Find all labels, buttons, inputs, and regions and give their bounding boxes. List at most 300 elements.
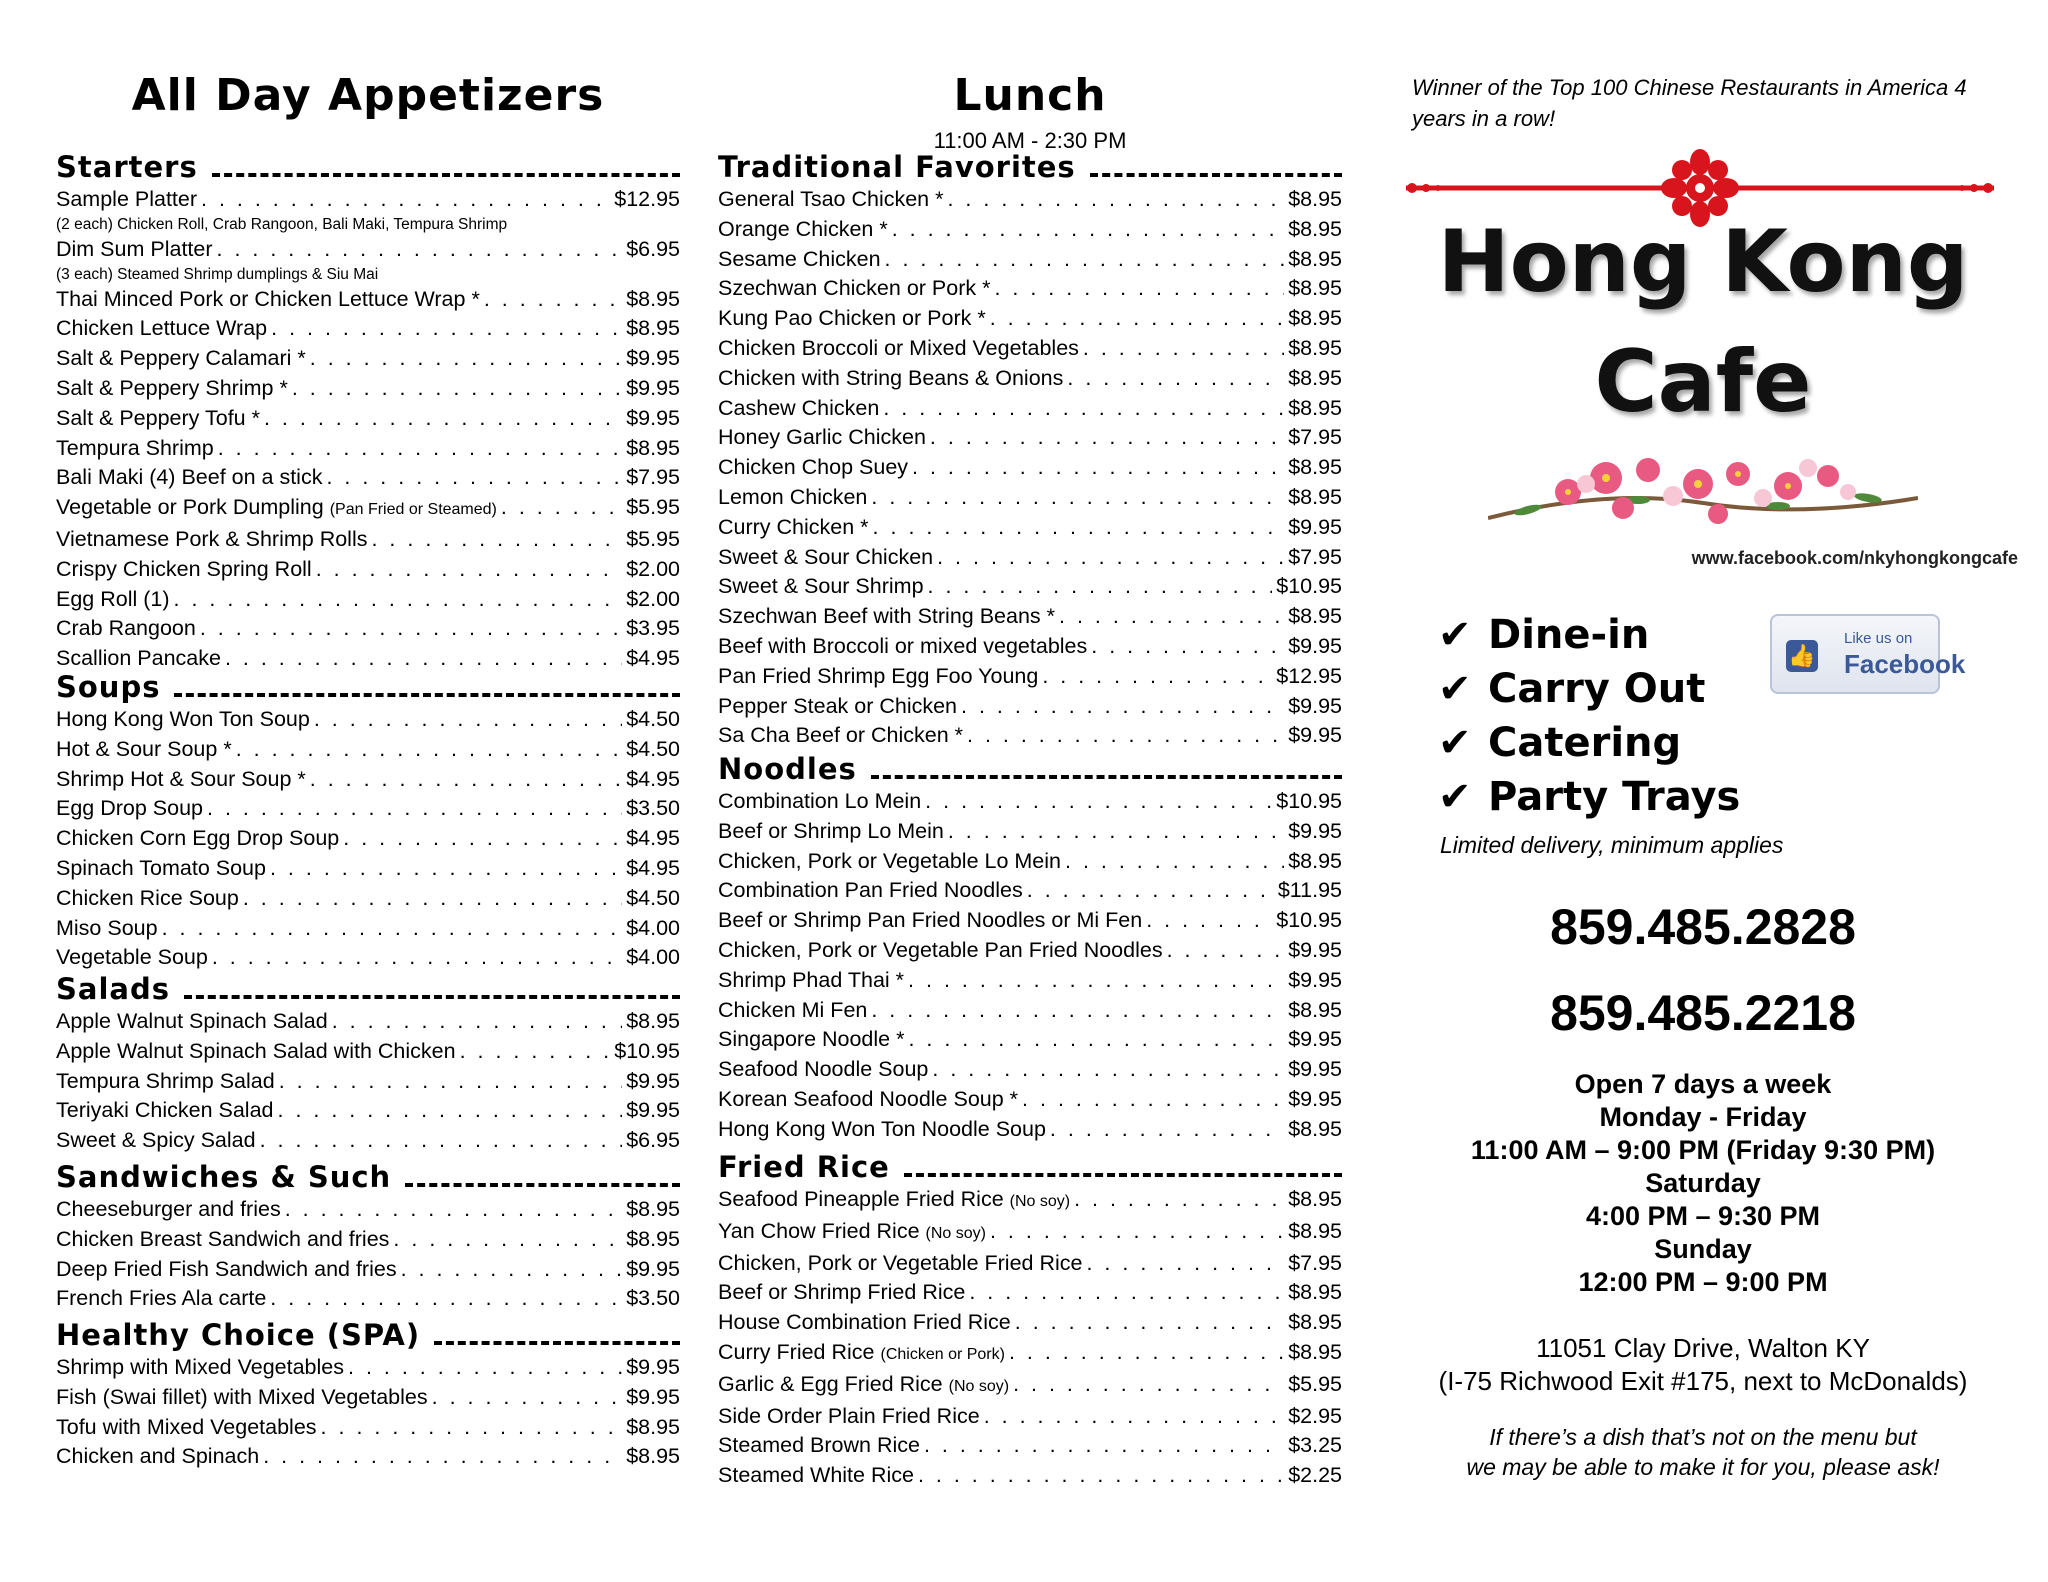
menu-item-name: Chicken Breast Sandwich and fries <box>56 1226 390 1251</box>
menu-item <box>718 1338 1342 1370</box>
menu-item-name: General Tsao Chicken * <box>718 187 944 211</box>
menu-item-price: $8.95 <box>1288 246 1342 271</box>
dot-leader <box>348 1353 622 1383</box>
dot-leader <box>212 943 622 973</box>
opening-hours <box>1388 1068 2018 1299</box>
menu-item-name: Vietnamese Pork & Shrimp Rolls <box>56 526 368 551</box>
menu-item <box>718 1055 1342 1085</box>
menu-item-description: (2 each) Chicken Roll, Crab Rangoon, Bali Maki, Tempura Shrimp <box>56 215 508 233</box>
menu-item <box>56 555 680 585</box>
menu-item <box>718 304 1342 334</box>
menu-item-price: $8.95 <box>626 316 680 341</box>
menu-item <box>718 513 1342 543</box>
menu-item-price: $8.95 <box>1288 604 1342 629</box>
menu-item-price: $2.00 <box>626 586 680 611</box>
menu-item <box>718 1370 1342 1402</box>
menu-item-name: Scallion Pancake <box>56 646 221 671</box>
section-title: Healthy Choice (SPA) <box>56 1318 421 1352</box>
facebook-like-line1: Like us on <box>1844 630 1913 647</box>
menu-item-price: $5.95 <box>626 526 680 551</box>
dot-leader <box>990 304 1284 334</box>
menu-item-price: $8.95 <box>1288 997 1342 1022</box>
menu-item-price: $8.95 <box>1288 484 1342 509</box>
dot-leader <box>908 1025 1284 1055</box>
menu-item <box>718 906 1342 936</box>
section-title: Starters <box>56 150 198 184</box>
section-header <box>56 150 680 184</box>
check-icon: ✔ <box>1438 612 1472 658</box>
menu-item-name: Egg Drop Soup <box>56 796 204 821</box>
section-title: Soups <box>56 670 161 704</box>
menu-item-price: $2.25 <box>1288 1463 1342 1488</box>
address <box>1388 1332 2018 1398</box>
menu-item-name: Salt & Peppery Tofu * <box>56 405 260 430</box>
service-item: ✔ Dine-in <box>1438 608 1740 662</box>
cherry-blossom-branch-icon <box>1488 448 1918 540</box>
menu-item <box>718 364 1342 394</box>
section-title: Traditional Favorites <box>718 150 1076 184</box>
dot-leader <box>484 285 622 315</box>
menu-item-price: $9.95 <box>1288 633 1342 658</box>
menu-item <box>718 1217 1342 1249</box>
service-item: ✔ Catering <box>1438 716 1740 770</box>
section-title: Sandwiches & Such <box>56 1160 392 1194</box>
menu-item <box>718 423 1342 453</box>
dot-leader <box>1091 632 1284 662</box>
dot-leader <box>316 555 622 585</box>
menu-item <box>718 245 1342 275</box>
dot-leader <box>1074 1185 1284 1215</box>
menu-item-name: Tempura Shrimp <box>56 435 214 460</box>
menu-item <box>718 692 1342 722</box>
address-line: (I-75 Richwood Exit #175, next to McDonalds) <box>1438 1366 1968 1396</box>
menu-item-note: (Pan Fried or Steamed) <box>329 501 497 519</box>
dot-leader <box>948 817 1284 847</box>
dot-leader <box>932 1055 1284 1085</box>
menu-item <box>56 314 680 344</box>
dot-leader <box>292 374 622 404</box>
section-healthy-choice-spa <box>56 1318 680 1472</box>
lunch-title: Lunch <box>953 70 1107 121</box>
menu-item-name: French Fries Ala carte <box>56 1286 267 1311</box>
facebook-like-button[interactable] <box>1770 614 1966 694</box>
dot-leader <box>1013 1370 1284 1400</box>
menu-item-name: Sample Platter <box>56 187 198 211</box>
section-header <box>56 670 680 704</box>
hours-line: Saturday <box>1645 1168 1761 1198</box>
menu-item-price: $8.95 <box>1288 848 1342 873</box>
menu-item <box>718 334 1342 364</box>
menu-item-name: Korean Seafood Noodle Soup * <box>718 1086 1019 1111</box>
menu-item-price: $9.95 <box>626 1384 680 1409</box>
dot-leader <box>401 1255 623 1285</box>
menu-item-name: Crispy Chicken Spring Roll <box>56 556 312 581</box>
menu-item-price: $8.95 <box>1288 187 1342 211</box>
menu-item <box>56 463 680 493</box>
section-rule <box>174 693 680 697</box>
menu-item-name: Chicken, Pork or Vegetable Pan Fried Noodles <box>718 937 1163 962</box>
dot-leader <box>1086 1249 1284 1279</box>
dot-leader <box>908 966 1284 996</box>
menu-item-price: $2.95 <box>1288 1403 1342 1428</box>
menu-item-name: Pan Fried Shrimp Egg Foo Young <box>718 663 1039 688</box>
menu-item-name: Singapore Noodle * <box>718 1027 905 1052</box>
menu-item <box>56 1442 680 1472</box>
menu-item-name: Apple Walnut Spinach Salad with Chicken <box>56 1038 456 1063</box>
section-sandwiches-such <box>56 1160 680 1314</box>
menu-item-price: $3.95 <box>626 616 680 641</box>
dot-leader <box>271 314 622 344</box>
menu-item <box>56 285 680 315</box>
menu-item-price: $9.95 <box>1288 1027 1342 1052</box>
menu-item-note: (No soy) <box>948 1377 1010 1395</box>
menu-item-price: $9.95 <box>1288 1086 1342 1111</box>
menu-item-price: $9.95 <box>1288 514 1342 539</box>
menu-item-name: Szechwan Beef with String Beans * <box>718 604 1056 629</box>
hours-line: Open 7 days a week <box>1574 1069 1832 1099</box>
menu-item-price: $8.95 <box>1288 1187 1342 1211</box>
menu-item-name: House Combination Fried Rice <box>718 1310 1011 1335</box>
delivery-note: Limited delivery, minimum applies <box>1440 832 1784 858</box>
menu-item <box>56 765 680 795</box>
dot-leader <box>1083 334 1284 364</box>
dot-leader <box>918 1461 1284 1491</box>
menu-item-name: Spinach Tomato Soup <box>56 855 266 880</box>
menu-item-name: Shrimp Hot & Sour Soup * <box>56 766 306 791</box>
menu-item-name: Egg Roll (1) <box>56 586 170 611</box>
dot-leader <box>314 705 622 735</box>
menu-item-price: $3.50 <box>626 796 680 821</box>
menu-item-name: Chicken and Spinach <box>56 1444 260 1469</box>
dot-leader <box>207 794 622 824</box>
menu-item-name: Combination Lo Mein <box>718 789 922 813</box>
menu-item-price: $8.95 <box>1288 395 1342 420</box>
menu-item <box>56 1007 680 1037</box>
dot-leader <box>310 765 622 795</box>
menu-item-price: $9.95 <box>1288 693 1342 718</box>
menu-item-name: Chicken, Pork or Vegetable Lo Mein <box>718 848 1062 873</box>
menu-item-price: $7.95 <box>626 465 680 490</box>
menu-item-price: $2.00 <box>626 556 680 581</box>
dot-leader <box>310 344 622 374</box>
menu-item-name: Beef or Shrimp Fried Rice <box>718 1280 966 1305</box>
menu-item <box>718 876 1342 906</box>
dot-leader <box>885 245 1285 275</box>
menu-item-price: $8.95 <box>1288 1218 1342 1243</box>
menu-item-price: $10.95 <box>1276 908 1342 933</box>
menu-item <box>56 374 680 404</box>
phone-number-2[interactable]: 859.485.2218 <box>1550 985 1856 1041</box>
dot-leader <box>174 585 623 615</box>
menu-item-price: $6.95 <box>626 1128 680 1153</box>
menu-item-price: $8.95 <box>1288 455 1342 480</box>
section-noodles <box>718 752 1342 1145</box>
menu-item-price: $4.95 <box>626 646 680 671</box>
menu-item-price: $4.50 <box>626 707 680 731</box>
section-rule <box>904 1173 1342 1177</box>
dot-leader <box>201 185 610 215</box>
menu-item <box>718 1085 1342 1115</box>
menu-item <box>718 787 1342 817</box>
menu-item-name: Chicken with String Beans & Onions <box>718 365 1064 390</box>
menu-item <box>718 1402 1342 1432</box>
menu-item <box>56 1096 680 1126</box>
dot-leader <box>1050 1115 1284 1145</box>
menu-item <box>718 817 1342 847</box>
menu-item-price: $8.95 <box>1288 306 1342 331</box>
menu-item-name: Sweet & Sour Shrimp <box>718 574 924 599</box>
dot-leader <box>501 493 622 523</box>
dot-leader <box>937 543 1284 573</box>
menu-item-name: Tofu with Mixed Vegetables <box>56 1414 317 1439</box>
menu-item-name: Hong Kong Won Ton Soup <box>56 707 310 731</box>
menu-item <box>718 1431 1342 1461</box>
check-icon: ✔ <box>1438 720 1472 766</box>
menu-item-name: Pepper Steak or Chicken <box>718 693 958 718</box>
menu-item-price: $9.95 <box>626 346 680 371</box>
dot-leader <box>432 1383 623 1413</box>
section-title: Noodles <box>718 752 857 786</box>
menu-item <box>718 543 1342 573</box>
menu-item-price: $8.95 <box>626 1444 680 1469</box>
menu-item-price: $4.00 <box>626 945 680 970</box>
menu-item <box>56 614 680 644</box>
menu-item <box>56 525 680 555</box>
dot-leader <box>961 692 1284 722</box>
menu-item-price: $9.95 <box>1288 937 1342 962</box>
dot-leader <box>1009 1338 1284 1368</box>
menu-item-name: Kung Pao Chicken or Pork * <box>718 306 986 331</box>
menu-item-price: $3.50 <box>626 1286 680 1311</box>
section-rule <box>405 1183 680 1187</box>
menu-item-name: Combination Pan Fried Noodles <box>718 878 1023 903</box>
menu-item-price: $4.95 <box>626 766 680 791</box>
menu-item-name: Beef or Shrimp Pan Fried Noodles or Mi Fen <box>718 908 1143 933</box>
menu-item <box>718 215 1342 245</box>
menu-item-price: $5.95 <box>626 495 680 520</box>
dot-leader <box>270 854 622 884</box>
facebook-like-line2: Facebook <box>1844 649 1966 679</box>
dot-leader <box>1022 1085 1284 1115</box>
menu-item <box>56 1195 680 1225</box>
menu-item-price: $8.95 <box>626 1197 680 1221</box>
menu-item <box>56 705 680 735</box>
menu-item-price: $10.95 <box>1276 574 1342 599</box>
dot-leader <box>984 1402 1285 1432</box>
menu-item-price: $7.95 <box>1288 1250 1342 1275</box>
dot-leader <box>930 423 1284 453</box>
menu-item-name: Steamed White Rice <box>718 1463 914 1488</box>
menu-item <box>718 996 1342 1026</box>
appetizers-title: All Day Appetizers <box>131 70 605 121</box>
dot-leader <box>994 274 1284 304</box>
section-rule <box>184 995 680 999</box>
menu-item <box>56 235 680 265</box>
menu-item <box>718 966 1342 996</box>
menu-item-price: $8.95 <box>1288 335 1342 360</box>
menu-item-price: $11.95 <box>1277 878 1342 903</box>
menu-item <box>718 662 1342 692</box>
phone-number-1[interactable]: 859.485.2828 <box>1550 899 1856 955</box>
menu-item-price: $4.50 <box>626 736 680 761</box>
menu-item-price: $10.95 <box>1276 789 1342 813</box>
menu-item-price: $12.95 <box>614 187 680 211</box>
section-salads <box>56 972 680 1156</box>
menu-item <box>56 404 680 434</box>
menu-item-price: $9.95 <box>1288 723 1342 748</box>
menu-item-name: Sweet & Sour Chicken <box>718 544 934 569</box>
menu-item-name: Crab Rangoon <box>56 616 196 641</box>
menu-item-name: Beef or Shrimp Lo Mein <box>718 818 944 843</box>
menu-item-name: Apple Walnut Spinach Salad <box>56 1009 328 1033</box>
menu-item <box>718 185 1342 215</box>
section-traditional-favorites <box>718 150 1342 751</box>
dot-leader <box>243 884 622 914</box>
menu-item-name: Seafood Noodle Soup <box>718 1057 929 1082</box>
menu-item-price: $3.25 <box>1288 1433 1342 1458</box>
menu-item-name: Shrimp with Mixed Vegetables <box>56 1355 345 1379</box>
dot-leader <box>1065 847 1284 877</box>
menu-item-price: $9.95 <box>626 1068 680 1093</box>
menu-item <box>56 854 680 884</box>
menu-item-name: Lemon Chicken <box>718 484 868 509</box>
menu-item-price: $9.95 <box>1288 967 1342 992</box>
hours-line: Monday - Friday <box>1599 1102 1807 1132</box>
section-rule <box>434 1341 680 1345</box>
dot-leader <box>947 185 1284 215</box>
section-soups <box>56 670 680 973</box>
menu-item-note: (Chicken or Pork) <box>880 1345 1005 1363</box>
dot-leader <box>260 1126 623 1156</box>
dot-leader <box>883 394 1284 424</box>
menu-item-name: Thai Minced Pork or Chicken Lettuce Wrap * <box>56 286 480 311</box>
menu-item-name: Side Order Plain Fried Rice <box>718 1403 980 1428</box>
menu-item <box>56 884 680 914</box>
menu-item-price: $8.95 <box>1288 1116 1342 1141</box>
menu-item <box>56 735 680 765</box>
menu-item-name: Chicken Chop Suey <box>718 455 909 480</box>
menu-item <box>718 1308 1342 1338</box>
menu-item-name: Teriyaki Chicken Salad <box>56 1098 274 1123</box>
menu-item-name: Chicken, Pork or Vegetable Fried Rice <box>718 1250 1083 1275</box>
menu-item-note: (No soy) <box>1009 1193 1071 1210</box>
menu-item-name: Chicken Broccoli or Mixed Vegetables <box>718 335 1079 360</box>
menu-item <box>718 1025 1342 1055</box>
dot-leader <box>236 735 623 765</box>
section-starters <box>56 150 680 674</box>
menu-item <box>718 632 1342 662</box>
dot-leader <box>460 1037 611 1067</box>
menu-item-name: Chicken Mi Fen <box>718 997 868 1022</box>
menu-item-price: $9.95 <box>626 1355 680 1379</box>
dot-leader <box>925 787 1272 817</box>
thumbs-up-icon: 👍 <box>1786 640 1818 672</box>
dot-leader <box>924 1431 1284 1461</box>
dot-leader <box>162 914 623 944</box>
brand-name-line2: Cafe <box>1594 332 1812 432</box>
menu-item <box>56 1353 680 1383</box>
menu-item-price: $9.95 <box>1288 1057 1342 1082</box>
menu-item-name: Tempura Shrimp Salad <box>56 1068 275 1093</box>
section-title: Fried Rice <box>718 1150 890 1184</box>
menu-item-name: Steamed Brown Rice <box>718 1433 920 1458</box>
menu-item <box>56 1413 680 1443</box>
menu-item <box>718 394 1342 424</box>
section-header <box>718 150 1342 184</box>
section-header <box>718 752 1342 786</box>
menu-item-name: Orange Chicken * <box>718 216 888 241</box>
menu-item <box>56 1225 680 1255</box>
menu-item <box>56 824 680 854</box>
dot-leader <box>278 1096 623 1126</box>
services-list <box>1438 608 1740 824</box>
menu-item-name: Dim Sum Platter <box>56 236 213 261</box>
menu-item-name: Fish (Swai fillet) with Mixed Vegetables <box>56 1384 428 1409</box>
dot-leader <box>332 1007 622 1037</box>
dot-leader <box>969 1278 1284 1308</box>
hours-line: 11:00 AM – 9:00 PM (Friday 9:30 PM) <box>1470 1135 1936 1165</box>
lunch-hours: 11:00 AM - 2:30 PM <box>933 128 1127 153</box>
menu-item-name: Shrimp Phad Thai * <box>718 967 905 992</box>
dot-leader <box>321 1413 623 1443</box>
menu-item-name: Sa Cha Beef or Chicken * <box>718 723 963 748</box>
section-fried-rice <box>718 1150 1342 1491</box>
menu-item-price: $8.95 <box>626 435 680 460</box>
menu-item-price: $4.95 <box>626 855 680 880</box>
dot-leader <box>1167 936 1285 966</box>
dot-leader <box>343 824 622 854</box>
menu-item-price: $8.95 <box>1288 365 1342 390</box>
dot-leader <box>1067 364 1284 394</box>
dot-leader <box>892 215 1284 245</box>
menu-item <box>718 274 1342 304</box>
dot-leader <box>967 721 1284 751</box>
dot-leader <box>200 614 622 644</box>
menu-item-name: Chicken Rice Soup <box>56 885 239 910</box>
menu-item-price: $8.95 <box>1288 216 1342 241</box>
menu-item <box>718 483 1342 513</box>
menu-item-price: $9.95 <box>626 1098 680 1123</box>
dot-leader <box>912 453 1284 483</box>
menu-item-price: $8.95 <box>626 1414 680 1439</box>
hours-line: 4:00 PM – 9:30 PM <box>1585 1201 1821 1231</box>
dot-leader <box>1146 906 1272 936</box>
menu-item-price: $9.95 <box>1288 818 1342 843</box>
menu-item-name: Szechwan Chicken or Pork * <box>718 276 991 301</box>
check-icon: ✔ <box>1438 666 1472 712</box>
menu-item-name: Sweet & Spicy Salad <box>56 1128 256 1153</box>
menu-item-name: Hong Kong Won Ton Noodle Soup <box>718 1116 1046 1141</box>
menu-item <box>718 847 1342 877</box>
menu-item-name: Curry Chicken * <box>718 514 869 539</box>
menu-item-name: Deep Fried Fish Sandwich and fries <box>56 1256 397 1281</box>
menu-item-name: Garlic & Egg Fried Rice (No soy) <box>718 1371 1010 1396</box>
dot-leader <box>928 572 1273 602</box>
menu-item-price: $6.95 <box>626 236 680 261</box>
menu-item <box>718 572 1342 602</box>
menu-item-note: (No soy) <box>925 1224 986 1242</box>
menu-item-price: $5.95 <box>1288 1371 1342 1396</box>
section-rule <box>1090 173 1342 177</box>
hours-line: 12:00 PM – 9:00 PM <box>1578 1267 1828 1297</box>
facebook-url[interactable]: www.facebook.com/nkyhongkongcafe <box>1691 548 2018 568</box>
menu-item-price: $7.95 <box>1288 544 1342 569</box>
section-header <box>718 1150 1342 1184</box>
menu-item <box>56 914 680 944</box>
service-item: ✔ Carry Out <box>1438 662 1740 716</box>
menu-item <box>56 185 680 215</box>
menu-item-name: Honey Garlic Chicken <box>718 425 926 450</box>
